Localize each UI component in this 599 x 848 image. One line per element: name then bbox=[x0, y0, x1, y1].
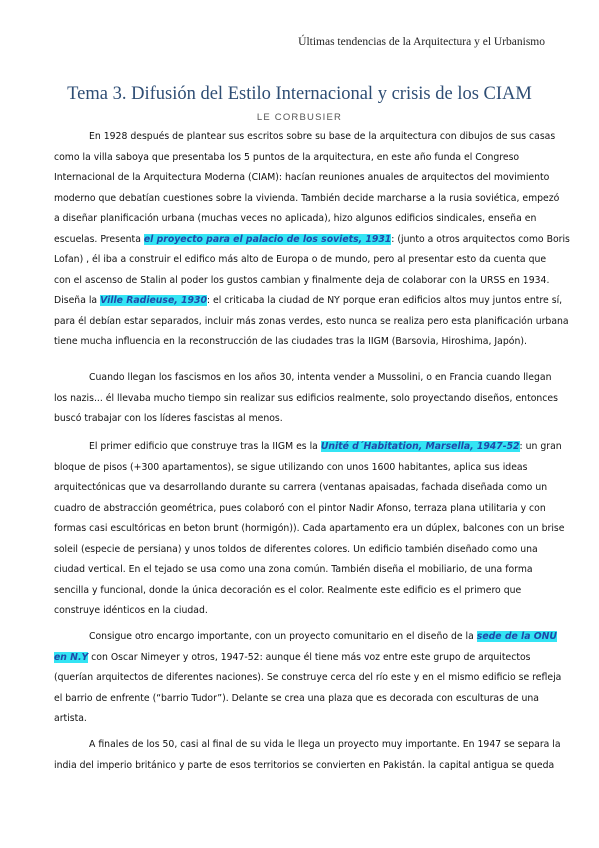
text-line bbox=[54, 478, 548, 499]
text-line bbox=[54, 389, 558, 410]
text-line bbox=[54, 127, 556, 148]
text-run: construye idénticos en la ciudad. bbox=[54, 605, 208, 616]
highlighted-reference: Ville Radieuse, 1930 bbox=[100, 295, 207, 306]
paragraph-sede-onu bbox=[54, 627, 562, 730]
paragraph-le-corbusier-ciam bbox=[54, 127, 570, 353]
text-line bbox=[54, 499, 546, 520]
text-run: cuadro de abstracción geométrica, pues colaboró con el pintor Nadir Afonso, terraza plana utilitaria y con bbox=[54, 502, 546, 514]
text-run: artista. bbox=[54, 713, 87, 724]
text-line bbox=[54, 709, 543, 730]
text-line bbox=[54, 560, 543, 581]
text-run: arquitectónicas que va desarrollando durante su carrera (ventanas apaisadas, fachada diseñada como un bbox=[54, 482, 548, 493]
text-run: A finales de los 50, casi al final de su vida le llega un proyecto muy importante. En 1947 se separa la bbox=[89, 739, 561, 750]
text-line bbox=[54, 519, 565, 540]
text-run: En 1928 después de plantear sus escritos sobre su base de la arquitectura con dibujos de sus casas bbox=[89, 131, 556, 142]
highlighted-reference: Unité d´Habitation, Marsella, 1947-52 bbox=[320, 441, 520, 452]
text-run: sencilla y funcional, donde la única decoración es el color. Realmente este edificio es el primero que bbox=[54, 584, 522, 596]
text-run: bloque de pisos (+300 apartamentos), se sigue utilizando con unos 1600 habitantes, aplica sus ideas bbox=[54, 461, 528, 473]
text-run: Cuando llegan los fascismos en los años 30, intenta vender a Mussolini, o en Francia cuando llegan bbox=[89, 372, 552, 383]
text-run: Lofan) , él iba a construir el edifico más alto de Europa o de mundo, pero al presentar esto da cuenta que bbox=[54, 254, 547, 265]
text-line bbox=[54, 627, 557, 648]
text-run: : un gran bbox=[519, 441, 562, 452]
text-line bbox=[54, 540, 543, 561]
text-line bbox=[54, 689, 543, 710]
text-line bbox=[54, 332, 543, 353]
text-line bbox=[54, 312, 569, 333]
paragraph-fascismos bbox=[54, 368, 558, 430]
text-run: india del imperio británico y parte de esos territorios se convierten en Pakistán. la capital antigua se queda bbox=[54, 759, 555, 771]
text-run: para él debían estar separados, incluir más zonas verdes, esto nunca se realiza pero esta planificación urbana bbox=[54, 315, 569, 327]
text-line bbox=[54, 458, 543, 479]
text-run: Consigue otro encargo importante, con un proyecto comunitario en el diseño de la bbox=[89, 631, 477, 642]
text-run: los nazis... él llevaba mucho tiempo sin realizar sus edificios realmente, solo proyectando diseños, entonces bbox=[54, 392, 558, 404]
section-subtitle: LE CORBUSIER bbox=[256, 112, 343, 123]
text-line bbox=[54, 437, 562, 458]
text-run: como la villa saboya que presentaba los 5 puntos de la arquitectura, en este año funda el Congreso bbox=[54, 151, 520, 163]
text-run: con Oscar Nimeyer y otros, 1947-52: aunque él tiene más voz entre este grupo de arquitectos bbox=[88, 651, 531, 663]
text-line bbox=[54, 601, 543, 622]
highlighted-reference: en N.Y bbox=[54, 651, 89, 663]
text-run: ciudad vertical. En el tejado se usa como una zona común. También diseña el mobiliario, de una forma bbox=[54, 564, 533, 575]
text-run: buscó trabajar con los líderes fascistas al menos. bbox=[54, 413, 283, 424]
running-header: Últimas tendencias de la Arquitectura y el Urbanismo bbox=[298, 36, 545, 48]
text-run: formas casi escultóricas en beton brunt (hormigón)). Cada apartamento era un dúplex, balcones con un brise bbox=[54, 523, 565, 534]
text-line bbox=[54, 250, 547, 271]
highlighted-reference: sede de la ONU bbox=[476, 631, 557, 642]
text-run: Internacional de la Arquitectura Moderna (CIAM): hacían reuniones anuales de arquitectos del movimiento bbox=[54, 172, 550, 183]
text-run: el barrio de enfrente (“barrio Tudor”). Delante se crea una plaza que es decorada con esculturas de una bbox=[54, 692, 539, 704]
text-run: : el criticaba la ciudad de NY porque eran edificios altos muy juntos entre sí, bbox=[206, 295, 563, 306]
text-line bbox=[54, 756, 555, 777]
highlighted-reference: el proyecto para el palacio de los soviets, 1931 bbox=[143, 233, 392, 245]
paragraph-pakistan bbox=[54, 735, 561, 776]
text-run: tiene mucha influencia en la reconstrucción de las ciudades tras la IIGM (Barsovia, Hiroshima, Japón). bbox=[54, 336, 527, 347]
text-line bbox=[54, 735, 561, 756]
text-run: con el ascenso de Stalin al poder los gustos cambian y finalmente deja de colaborar con la URSS en 1934. bbox=[54, 274, 550, 286]
text-line bbox=[54, 209, 543, 230]
text-run: moderno que debatían cuestiones sobre la vivienda. También decide marcharse a la rusia soviética, empezó bbox=[54, 192, 560, 204]
text-run: escuelas. Presenta bbox=[54, 233, 144, 245]
text-line bbox=[54, 291, 563, 312]
text-run: Diseña la bbox=[54, 295, 101, 306]
text-line bbox=[54, 168, 550, 189]
text-line bbox=[54, 189, 560, 210]
text-run: El primer edificio que construye tras la IIGM es la bbox=[89, 441, 321, 452]
text-line bbox=[54, 148, 543, 169]
document-title: Tema 3. Difusión del Estilo Internacional y crisis de los CIAM bbox=[67, 84, 532, 104]
text-run: soleil (especie de persiana) y unos toldos de diferentes colores. Un edificio también diseñado como una bbox=[54, 543, 538, 555]
text-line bbox=[54, 271, 550, 292]
paragraph-unite-habitation bbox=[54, 437, 565, 622]
text-line bbox=[54, 409, 543, 430]
text-line bbox=[54, 368, 552, 389]
text-run: : (junto a otros arquitectos como Boris bbox=[391, 233, 570, 245]
text-line bbox=[54, 230, 570, 251]
text-line bbox=[54, 648, 543, 669]
text-line bbox=[54, 668, 562, 689]
text-line bbox=[54, 581, 543, 602]
text-run: a diseñar planificación urbana (muchas veces no aplicada), hizo algunos edificios sindicales, enseña en bbox=[54, 213, 537, 224]
text-run: (querían arquitectos de diferentes naciones). Se construye cerca del río este y en el mismo edificio se refleja bbox=[54, 672, 562, 683]
